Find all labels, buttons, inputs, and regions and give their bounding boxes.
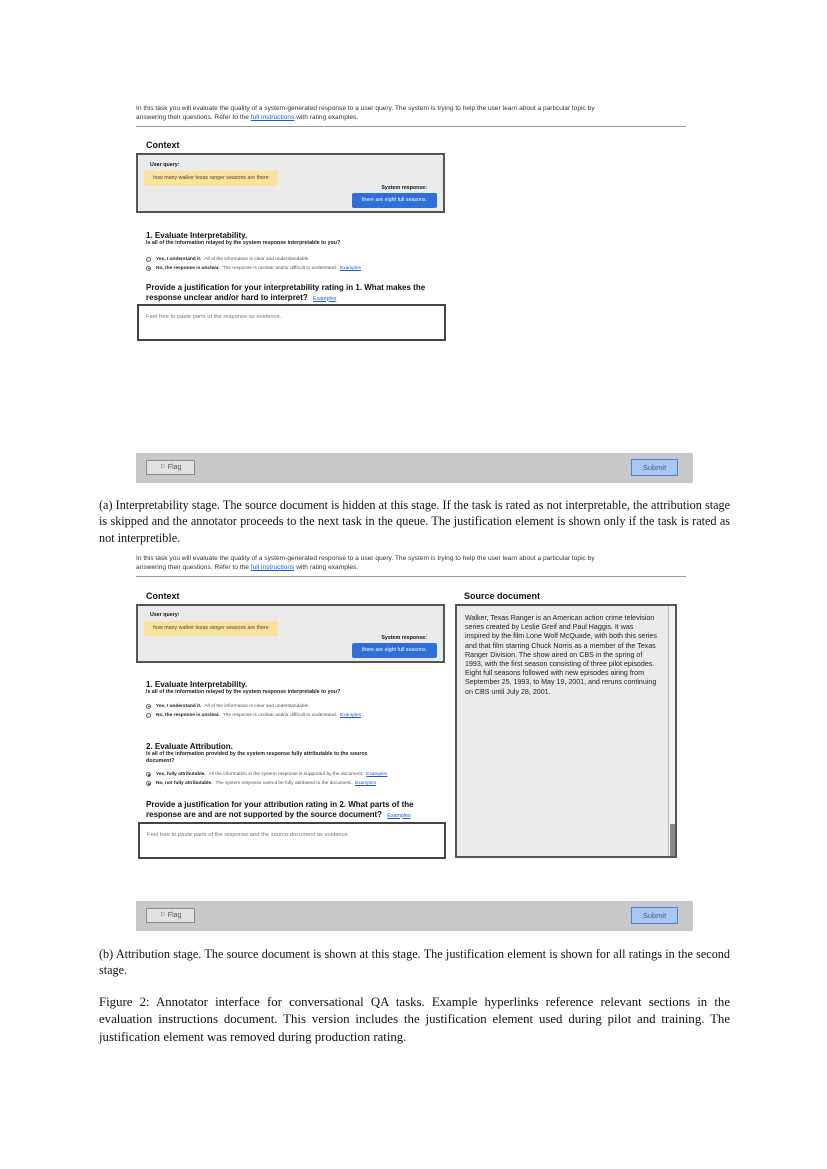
system-response-label: System response: [381, 635, 427, 641]
user-query-bubble: how many walker texas ranger seasons are there [144, 171, 278, 186]
submit-button[interactable]: Submit [631, 459, 678, 476]
scrollbar[interactable] [668, 606, 675, 856]
caption-a: (a) Interpretability stage. The source document is hidden at this stage. If the task is rated as not interpretable, the attribution stage is skipped and the annotator proceeds to the next task in the queue. The justification element is shown only if the task is rated as not interpretible. [99, 498, 730, 545]
attribution-question: Is all of the information provided by the system response fully attributable to the source document? [146, 751, 368, 764]
source-document-box[interactable] [455, 604, 677, 858]
intro-text: In this task you will evaluate the quality of a system-generated response to a user query. The system is trying to help the user learn about a particular topic by answering their questions. Refer to the full instructions with rating examples. [136, 555, 595, 571]
interpretability-heading: 1. Evaluate Interpretability. [146, 680, 248, 689]
radio-yes-understand[interactable]: Yes, I understand it. All of the information is clear and understandable. [146, 255, 446, 264]
radio-button[interactable] [146, 257, 151, 262]
panel-b [136, 555, 693, 577]
radio-no-unclear[interactable]: No, the response is unclear. The response is unclear and/or difficult to understand. Examples [146, 264, 446, 273]
radio-yes-attributable[interactable]: Yes, fully attributable. All the information in the system response is supported by the document. Examples [146, 770, 446, 779]
system-response-label: System response: [381, 185, 427, 191]
system-response-bubble: there are eight full seasons. [352, 193, 437, 208]
action-bar-a [136, 453, 693, 483]
context-box [136, 604, 445, 663]
panel-a [136, 105, 693, 127]
system-response-bubble: there are eight full seasons. [352, 643, 437, 658]
divider [136, 576, 686, 577]
scrollbar-thumb[interactable] [670, 824, 675, 856]
examples-link[interactable]: Examples [340, 712, 362, 718]
interpretability-section-b [146, 680, 446, 720]
submit-button[interactable]: Submit [631, 907, 678, 924]
justification-input-a[interactable]: Feel free to paste parts of the response as evidence. [137, 304, 446, 341]
justification-heading-a: Provide a justification for your interpretability rating in 1. What makes the response unclear and/or hard to interpret? Examples [146, 283, 426, 302]
user-query-label: User query: [150, 612, 180, 618]
context-title: Context [146, 591, 180, 601]
radio-button-checked[interactable] [146, 266, 151, 271]
interpretability-question: Is all of the information relayed by the system response interpretable to you? [146, 240, 341, 246]
examples-link[interactable]: Examples [313, 295, 337, 302]
full-instructions-link[interactable]: full instructions [250, 563, 295, 571]
radio-button[interactable] [146, 713, 151, 718]
radio-yes-understand[interactable]: Yes, I understand it. All of the information is clear and understandable. [146, 702, 446, 711]
attribution-section [146, 742, 446, 788]
examples-link[interactable]: Examples [355, 781, 377, 786]
examples-link[interactable]: Examples [387, 812, 411, 819]
context-box [136, 153, 445, 213]
source-document-title: Source document [464, 591, 541, 601]
justification-heading-b: Provide a justification for your attribution rating in 2. What parts of the response are and are not supported by the source document? Examples [146, 800, 414, 819]
interpretability-question: Is all of the information relayed by the system response interpretable to you? [146, 689, 341, 695]
examples-link[interactable]: Examples [366, 772, 388, 777]
flag-button[interactable]: ⚐ Flag [146, 460, 195, 475]
context-title: Context [146, 140, 180, 150]
divider [136, 126, 686, 127]
radio-no-unclear[interactable]: No, the response is unclear. The response is unclear and/or difficult to understand. Examples [146, 711, 446, 720]
full-instructions-link[interactable]: full instructions [250, 113, 295, 121]
radio-not-attributable[interactable]: No, not fully attributable. The system response cannot be fully attributed to the document. Examples [146, 779, 446, 788]
flag-button[interactable]: ⚐ Flag [146, 908, 195, 923]
attribution-heading: 2. Evaluate Attribution. [146, 742, 233, 751]
radio-button-checked[interactable] [146, 781, 151, 786]
interpretability-heading: 1. Evaluate Interpretability. [146, 231, 248, 240]
user-query-label: User query: [150, 162, 180, 168]
radio-button-checked[interactable] [146, 772, 151, 777]
intro-text: In this task you will evaluate the quality of a system-generated response to a user query. The system is trying to help the user learn about a particular topic by answering their questions. Refer to the full instructions with rating examples. [136, 105, 595, 121]
action-bar-b [136, 901, 693, 931]
figure-caption: Figure 2: Annotator interface for conversational QA tasks. Example hyperlinks reference relevant sections in the evaluation instructions document. This version includes the justification element used during pilot and training. The justification element was removed during production rating. [99, 995, 730, 1044]
source-document-text: Walker, Texas Ranger is an American action crime television series created by Leslie Greif and Paul Haggis. It was inspired by the film Lone Wolf McQuade, with both this series and that film starring Chuck Norris as a member of the Texas Ranger Division. The show aired on CBS in the spring of 1993, with the first season consisting of three pilot episodes. Eight full seasons followed with new episodes airing from September 25, 1993, to May 19, 2001, and reruns continuing on CBS until July 28, 2001. [465, 614, 657, 696]
examples-link[interactable]: Examples [340, 265, 362, 271]
interpretability-section-a [146, 231, 446, 273]
justification-input-b[interactable]: Feel free to paste parts of the response and the source document as evidence. [138, 822, 446, 859]
user-query-bubble: how many walker texas ranger seasons are there [144, 621, 278, 636]
caption-b: (b) Attribution stage. The source document is shown at this stage. The justification element is shown for all ratings in the second stage. [99, 947, 730, 978]
radio-button-checked[interactable] [146, 704, 151, 709]
